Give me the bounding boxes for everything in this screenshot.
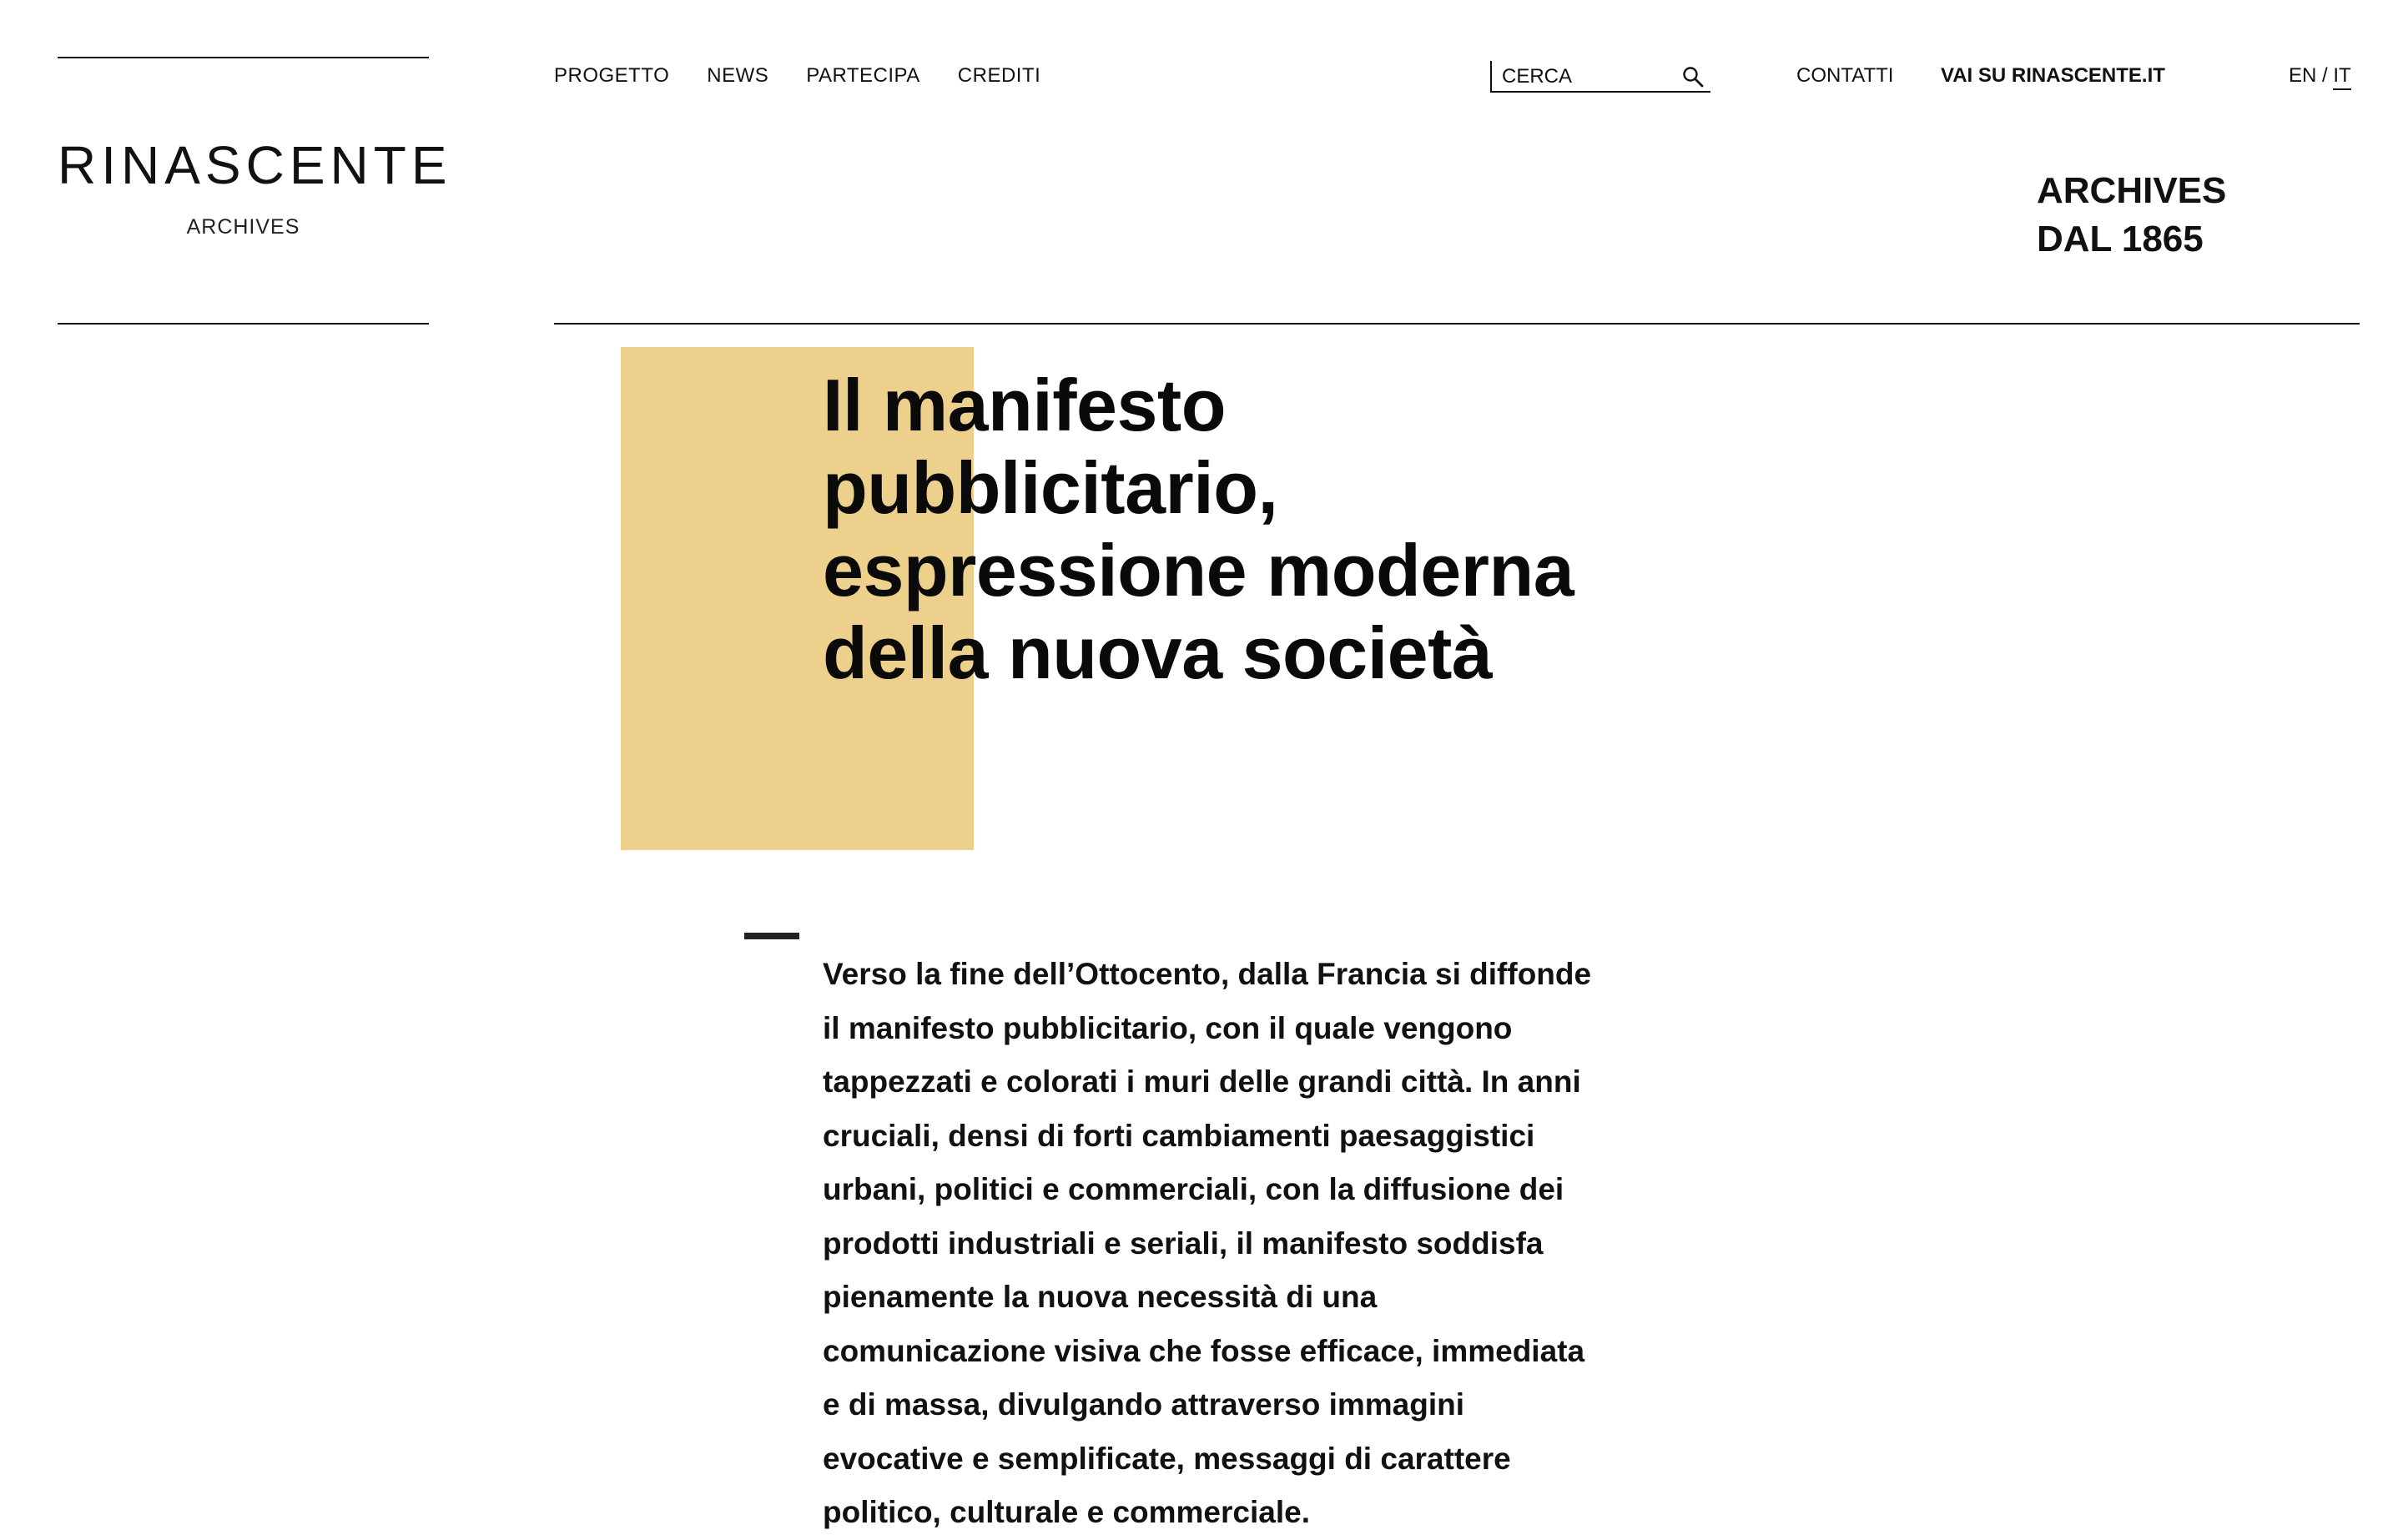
article-intro: Verso la fine dell’Ottocento, dalla Francia si diffonde il manifesto pubblicitario, con il quale vengono tappezzati e colorati i muri delle grandi città. In anni cruciali, densi di forti cambiamenti paesaggistici urbani, politici e commerciali, con la diffusione dei prodotti industriali e seriali, il manifesto soddisfa pienamente la nuova necessità di una comunicazione visiva che fosse efficace, immediata e di massa, divulgando attraverso immagini evocative e semplificate, messaggi di carattere politico, culturale e commerciale.	[823, 957, 1592, 1529]
brand-subtitle: ARCHIVES	[186, 215, 300, 239]
nav-item-crediti[interactable]: CREDITI	[957, 64, 1041, 87]
search-box	[1490, 61, 1710, 93]
main-nav	[554, 64, 1040, 88]
search-icon[interactable]	[1680, 64, 1705, 89]
contacts-link[interactable]: CONTATTI	[1796, 64, 1894, 87]
intro-dash	[744, 933, 799, 939]
lang-en[interactable]: EN	[2289, 64, 2317, 87]
tagline	[2037, 167, 2226, 264]
brand-logo[interactable]: RINASCENTE	[58, 135, 452, 195]
article-title: Il manifesto pubblicitario, espressione moderna della nuova società	[823, 364, 1574, 694]
logo-top-rule	[58, 57, 429, 58]
search-input[interactable]	[1502, 64, 1673, 89]
rinascente-site-link[interactable]: VAI SU RINASCENTE.IT	[1941, 64, 2165, 87]
nav-item-progetto[interactable]: PROGETTO	[554, 64, 670, 87]
header-divider	[554, 323, 2360, 325]
lang-it[interactable]: IT	[2333, 64, 2350, 90]
language-switcher	[2289, 64, 2351, 88]
logo-bottom-rule	[58, 323, 429, 325]
lang-separator: /	[2322, 64, 2328, 87]
nav-item-news[interactable]: NEWS	[707, 64, 769, 87]
nav-item-partecipa[interactable]: PARTECIPA	[806, 64, 920, 87]
tagline-line-2: DAL 1865	[2037, 219, 2204, 259]
tagline-line-1: ARCHIVES	[2037, 170, 2227, 211]
